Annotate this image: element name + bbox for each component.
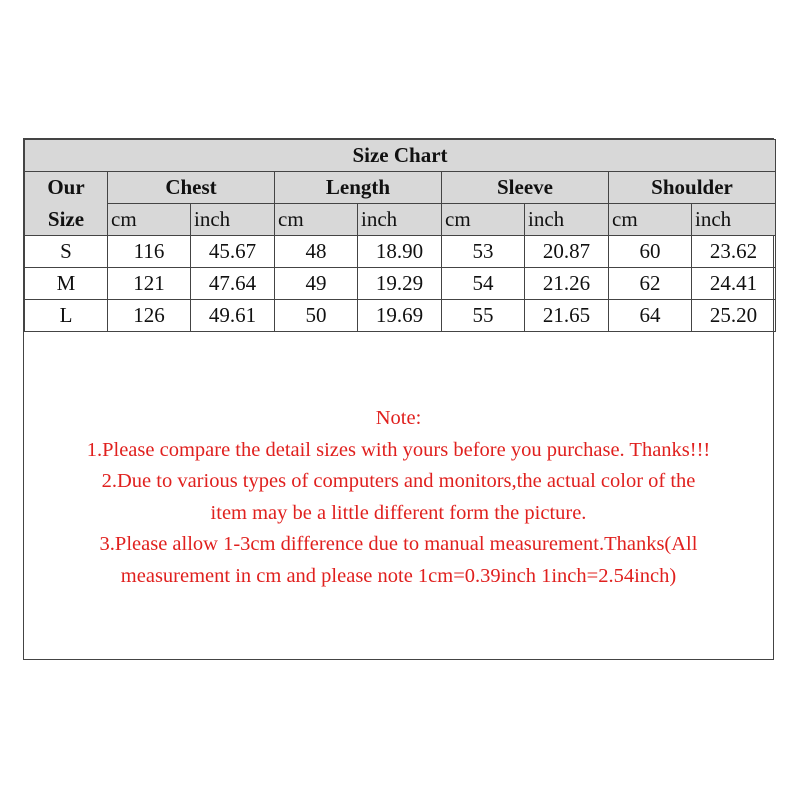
table-row: [25, 268, 776, 300]
value-cell: 23.62: [692, 236, 776, 268]
note-line: 3.Please allow 1-3cm difference due to manual measurement.Thanks(All: [99, 533, 698, 555]
value-cell: 53: [442, 236, 525, 268]
unit-cm: cm: [442, 204, 525, 236]
value-cell: 47.64: [191, 268, 275, 300]
value-cell: 19.29: [358, 268, 442, 300]
unit-cm: cm: [108, 204, 191, 236]
size-cell: S: [25, 236, 108, 268]
size-table: [24, 139, 776, 332]
unit-cm: cm: [275, 204, 358, 236]
unit-cm: cm: [609, 204, 692, 236]
value-cell: 21.26: [525, 268, 609, 300]
group-length: Length: [275, 172, 442, 204]
size-cell: M: [25, 268, 108, 300]
notes-block: [24, 403, 773, 592]
value-cell: 64: [609, 300, 692, 332]
title-row: [25, 140, 776, 172]
value-cell: 25.20: [692, 300, 776, 332]
value-cell: 49: [275, 268, 358, 300]
value-cell: 20.87: [525, 236, 609, 268]
value-cell: 18.90: [358, 236, 442, 268]
value-cell: 19.69: [358, 300, 442, 332]
value-cell: 21.65: [525, 300, 609, 332]
group-chest: Chest: [108, 172, 275, 204]
value-cell: 60: [609, 236, 692, 268]
value-cell: 48: [275, 236, 358, 268]
unit-inch: inch: [692, 204, 776, 236]
value-cell: 49.61: [191, 300, 275, 332]
value-cell: 54: [442, 268, 525, 300]
value-cell: 121: [108, 268, 191, 300]
value-cell: 116: [108, 236, 191, 268]
size-cell: L: [25, 300, 108, 332]
group-header-row: [25, 172, 776, 204]
value-cell: 126: [108, 300, 191, 332]
table-row: [25, 236, 776, 268]
unit-inch: inch: [358, 204, 442, 236]
unit-inch: inch: [525, 204, 609, 236]
group-sleeve: Sleeve: [442, 172, 609, 204]
note-heading: Note:: [375, 407, 422, 429]
table-row: [25, 300, 776, 332]
value-cell: 55: [442, 300, 525, 332]
note-line: measurement in cm and please note 1cm=0.39inch 1inch=2.54inch): [120, 564, 677, 587]
unit-inch: inch: [191, 204, 275, 236]
size-chart-box: [23, 138, 774, 660]
size-label-bottom: Size: [25, 204, 108, 236]
group-shoulder: Shoulder: [609, 172, 776, 204]
table-title: Size Chart: [25, 140, 776, 172]
size-label-top: Our: [25, 172, 108, 204]
note-line: 2.Due to various types of computers and monitors,the actual color of the: [101, 470, 696, 492]
value-cell: 24.41: [692, 268, 776, 300]
note-line: 1.Please compare the detail sizes with yours before you purchase. Thanks!!!: [86, 438, 711, 461]
note-line: item may be a little different form the picture.: [210, 501, 587, 524]
value-cell: 45.67: [191, 236, 275, 268]
unit-header-row: [25, 204, 776, 236]
value-cell: 50: [275, 300, 358, 332]
value-cell: 62: [609, 268, 692, 300]
